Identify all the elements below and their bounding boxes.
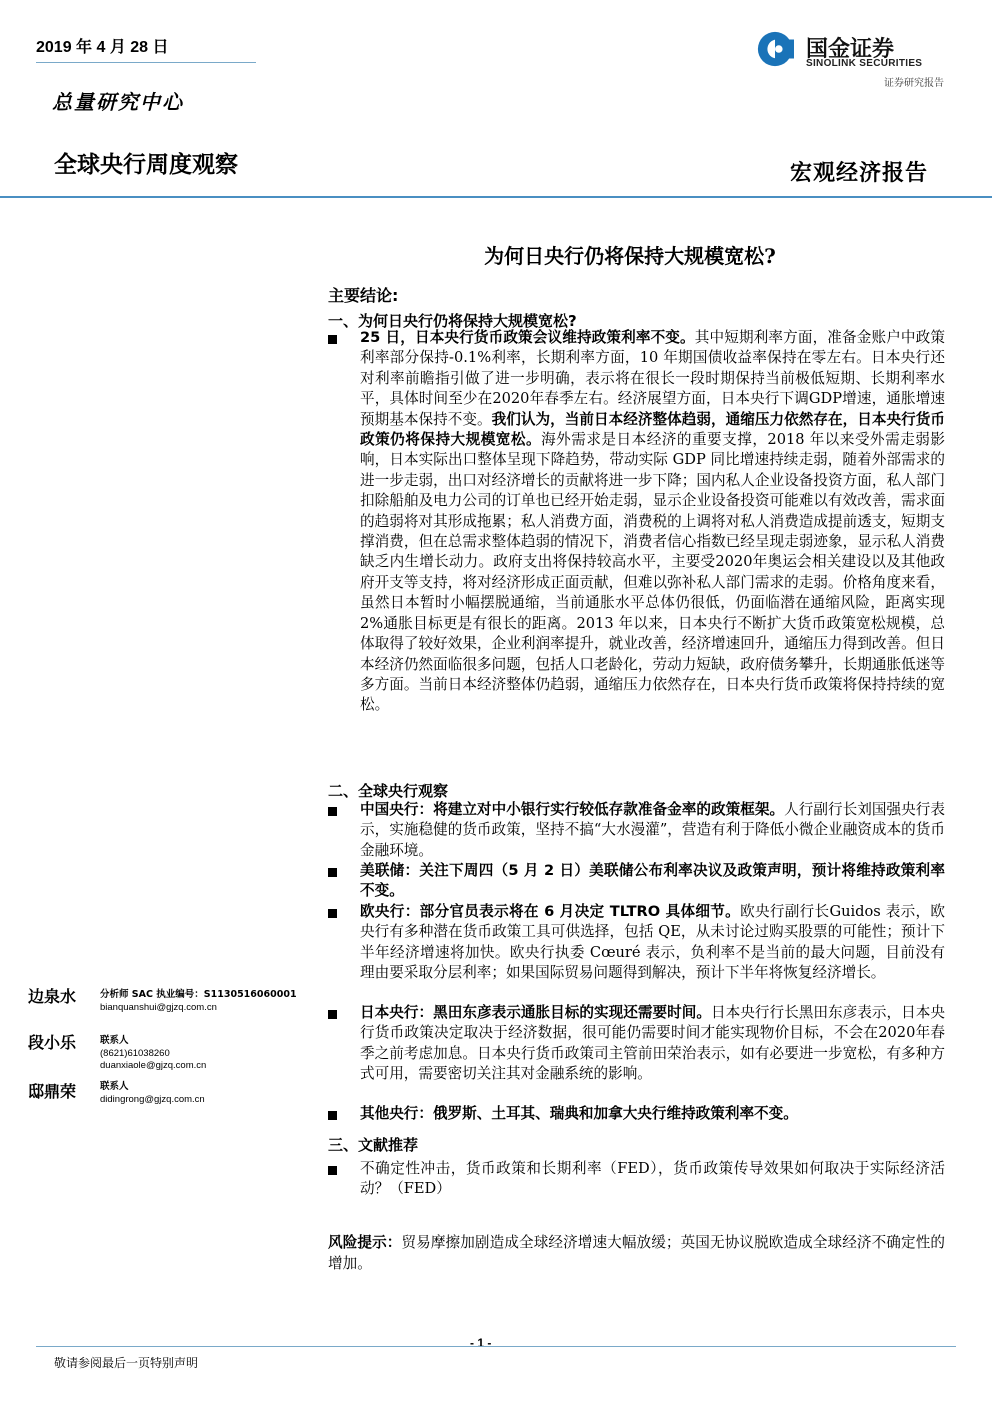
risk-label: 风险提示： — [328, 1234, 402, 1251]
analyst-info — [100, 989, 297, 1014]
bullet-bold-lead: 25 日，日本央行货币政策会议维持政策利率不变。 — [360, 329, 695, 346]
bullet-bold-lead-2: 我们认为，当前日本经济整体趋弱，通缩压力依然存在，日本央行货币政策仍将保持大规模宽松。 — [360, 410, 945, 449]
sinolink-logo — [756, 30, 956, 88]
bullet-bold-lead: 美联储：关注下周四（5 月 2 日）美联储公布利率决议及政策声明，预计将维持政策利率不变。 — [360, 862, 945, 900]
research-center: 总量研究中心 — [52, 90, 184, 114]
analyst-name: 段小乐 — [28, 1033, 77, 1052]
bullet-bold-lead: 其他央行：俄罗斯、土耳其、瑞典和加拿大央行维持政策利率不变。 — [360, 1105, 798, 1122]
bullet-text: 日本央行行长黑田东彦表示，日本央行货币政策决定取决于经济数据，很可能仍需要时间才能实现物价目标，不会在2020年春季之前考虑加息。日本央行货币政策司主管前田荣治表示，如有必要进一步宽松，有多种方式可用，需要密切关注其对金融系统的影响。 — [360, 1004, 945, 1083]
report-title: 为何日央行仍将保持大规模宽松? — [484, 244, 776, 268]
section-2-bullet-4 — [360, 1003, 945, 1085]
bullet-square-icon — [328, 868, 337, 877]
bullet-square-icon — [328, 1166, 337, 1175]
section-2-bullet-2 — [360, 861, 945, 902]
main-conclusion-label: 主要结论: — [328, 286, 399, 305]
analyst-role: 联系人 — [100, 1081, 129, 1092]
section-3-bullet-1 — [360, 1159, 945, 1200]
analyst-role: 联系人 — [100, 1035, 129, 1046]
section-2-bullet-5 — [360, 1104, 945, 1124]
section-heading-2: 二、全球央行观察 — [328, 782, 449, 800]
bullet-square-icon — [328, 1111, 337, 1120]
analyst-role: 分析师 SAC 执业编号：S1130516060001 — [100, 989, 297, 1000]
footer-disclaimer: 敬请参阅最后一页特别声明 — [54, 1356, 199, 1370]
series-title: 全球央行周度观察 — [54, 152, 238, 178]
bullet-text: 人行副行长刘国强央行表示，实施稳健的货币政策，坚持不搞“大水漫灌”，营造有利于降低小微企业融资成本的货币金融环境。 — [360, 801, 945, 859]
footer-rule — [36, 1346, 956, 1347]
section-heading-1: 一、为何日央行仍将保持大规模宽松? — [328, 312, 577, 330]
risk-warning — [328, 1232, 945, 1274]
section-2-bullet-3 — [360, 902, 945, 984]
section-1-bullet-1 — [360, 328, 945, 716]
analyst-email[interactable]: bianquanshui@gjzq.com.cn — [100, 1001, 217, 1013]
bullet-square-icon — [328, 335, 337, 344]
header-divider — [36, 62, 256, 63]
analyst-phone: (8621)61038260 — [100, 1047, 170, 1059]
risk-text: 贸易摩擦加剧造成全球经济增速大幅放缓；英国无协议脱欧造成全球经济不确定性的增加。 — [328, 1234, 945, 1272]
header-rule — [0, 196, 992, 198]
logo-cn-text: 国金证券 — [806, 37, 895, 62]
bullet-bold-lead: 日本央行：黑田东彦表示通胀目标的实现还需要时间。 — [360, 1004, 712, 1021]
report-type: 宏观经济报告 — [789, 160, 928, 186]
section-heading-3: 三、文献推荐 — [328, 1136, 419, 1154]
analyst-name: 邸鼎荣 — [28, 1082, 77, 1101]
bullet-bold-lead: 中国央行：将建立对中小银行实行较低存款准备金率的政策框架。 — [360, 801, 785, 818]
bullet-text: 欧央行副行长Guidos 表示，欧央行有多种潜在货币政策工具可供选择，包括 QE，从未讨论过购买股票的可能性；预计下半年经济增速将加快。欧央行执委 Cœuré 表示，负利率不是当前的最大问题，目前没有理由要采取分层利率；如果国际贸易问题得到解决，预计下半年将恢复经济增长。 — [360, 903, 946, 982]
bullet-text-2: 海外需求是日本经济的重要支撑，2018 年以来受外需走弱影响，日本实际出口整体呈现下降趋势，带动实际 GDP 同比增速持续走弱，随着外部需求的进一步走弱，出口对经济增长的贡献将进一步下降；国内私人企业设备投资方面，私人部门扣除船舶及电力公司的订单也已经开始走弱，显示企业设备投资可能难以有效改善，需求面的趋弱将对其形成拖累；私人消费方面，消费税的上调将对私人消费造成提前透支，短期支撑消费，但在总需求整体趋弱的情况下，消费者信心指数已经呈现走弱迹象，显示私人消费缺乏内生增长动力。政府支出将保持较高水平，主要受2020年奥运会相关建设以及其他政府开支等支持，将对经济形成正面贡献，但难以弥补私人部门需求的走弱。价格角度来看，虽然日本暂时小幅摆脱通缩，当前通胀水平总体仍很低，仍面临潜在通缩风险，距离实现 2%通胀目标更是有很长的距离。2013 年以来，日本央行不断扩大货币政策宽松规模，总体取得了较好效果，企业利润率提升，就业改善，经济增速回升，通缩压力得到改善。但日本经济仍然面临很多问题，包括人口老龄化，劳动力短缺，政府债务攀升，长期通胀低迷等多方面。当前日本经济整体仍趋弱，通缩压力依然存在，日本央行货币政策将保持持续的宽松。 — [360, 431, 945, 714]
analyst-info — [100, 1081, 205, 1106]
bullet-square-icon — [328, 1010, 337, 1019]
page-number: - 1 - — [470, 1336, 492, 1350]
bullet-text: 其中短期利率方面，准备金账户中政策利率部分保持-0.1%利率，长期利率方面，10 年期国债收益率保持在零左右。日本央行还对利率前瞻指引做了进一步明确，表示将在很长一段时期保持当前极低短期、长期利率水平，具体时间至少在2020年春季左右。经济展望方面，日本央行下调GDP增速，通胀增速预期基本保持不变。 — [360, 329, 945, 428]
logo-subtitle: 证券研究报告 — [884, 78, 944, 89]
logo-en-text: SINOLINK SECURITIES — [806, 58, 923, 69]
bullet-bold-lead: 欧央行：部分官员表示将在 6 月决定 TLTRO 具体细节。 — [360, 903, 741, 920]
analyst-email[interactable]: duanxiaole@gjzq.com.cn — [100, 1060, 207, 1071]
bullet-text: 不确定性冲击，货币政策和长期利率（FED），货币政策传导效果如何取决于实际经济活动？（FED） — [360, 1160, 945, 1198]
bullet-square-icon — [328, 807, 337, 816]
report-date: 2019 年 4 月 28 日 — [36, 39, 169, 56]
sinolink-logo-icon — [756, 30, 794, 68]
analyst-info — [100, 1035, 206, 1073]
section-2-bullet-1 — [360, 800, 945, 861]
bullet-square-icon — [328, 909, 337, 918]
analyst-email[interactable]: didingrong@gjzq.com.cn — [100, 1093, 205, 1105]
analyst-name: 边泉水 — [28, 987, 77, 1006]
